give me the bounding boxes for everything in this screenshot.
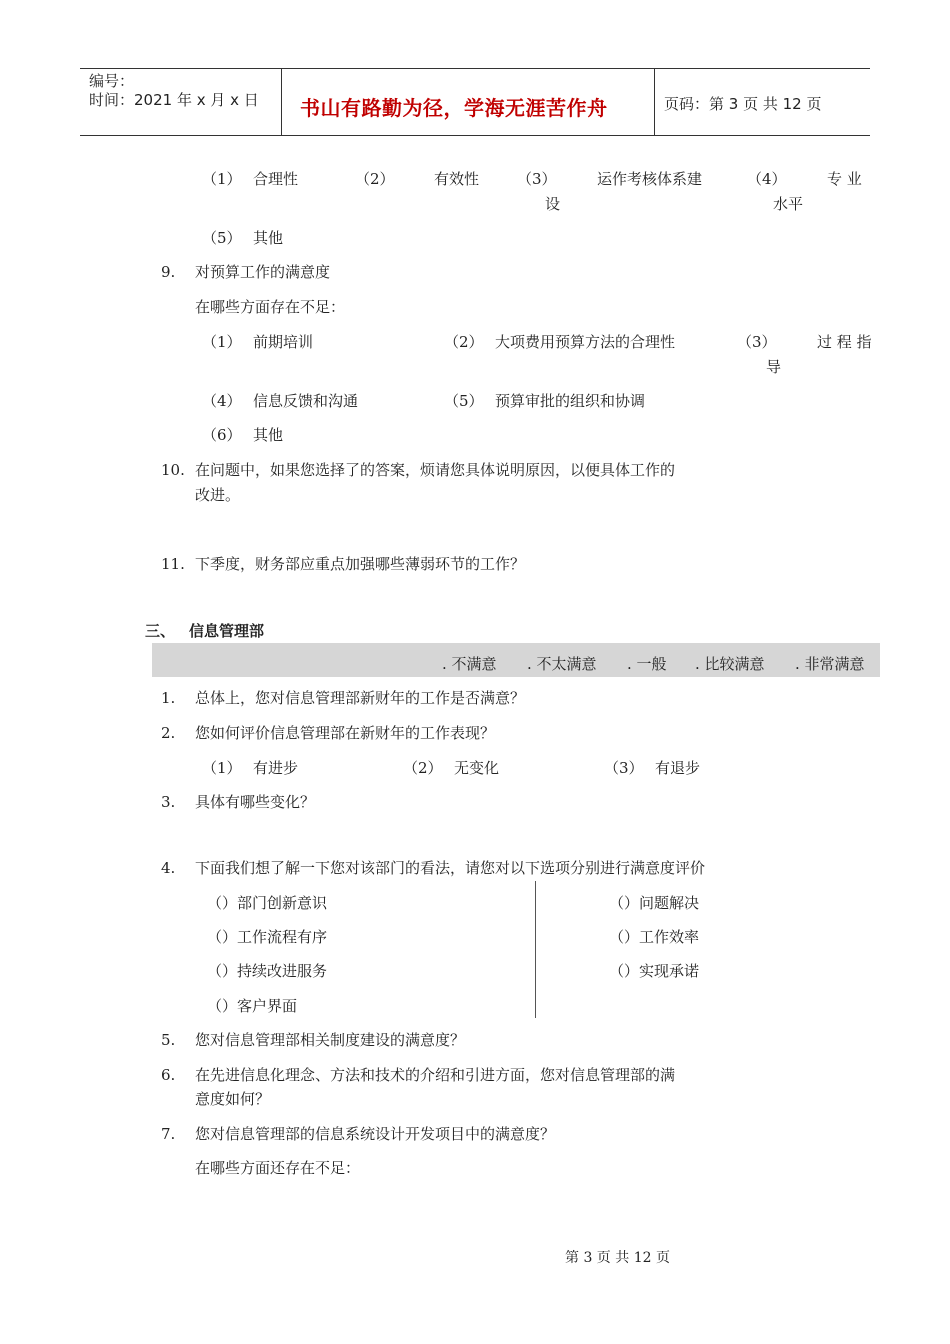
q9-option-4-number: （4） xyxy=(202,392,242,410)
q8-option-4-number: （4） xyxy=(747,170,787,188)
s3-q1-number: 1. xyxy=(161,689,176,707)
q4-right-item: （）问题解决 xyxy=(609,894,700,912)
q4-left-item: （）部门创新意识 xyxy=(207,894,328,912)
q4-left-item: （）持续改进服务 xyxy=(207,962,328,980)
q9-option-2-number: （2） xyxy=(444,333,484,351)
s3-q2-number: 2. xyxy=(161,724,176,742)
rating-option-3: . 一般 xyxy=(627,655,667,673)
header-motto: 书山有路勤为径，学海无涯苦作舟 xyxy=(300,96,608,120)
s3-q2-option-1-label: 有进步 xyxy=(253,759,299,777)
q8-option-1-label: 合理性 xyxy=(253,170,299,188)
q9-option-2-label: 大项费用预算方法的合理性 xyxy=(495,333,676,351)
q9-option-3-number: （3） xyxy=(737,333,777,351)
s3-q6-text-line1: 在先进信息化理念、方法和技术的介绍和引进方面，您对信息管理部的满 xyxy=(195,1066,676,1084)
q8-option-5-number: （5） xyxy=(202,229,242,247)
q4-column-divider xyxy=(535,881,536,1018)
q9-option-6-number: （6） xyxy=(202,426,242,444)
q9-option-6-label: 其他 xyxy=(253,426,284,444)
header-bottom-rule xyxy=(80,135,870,136)
header-divider-left xyxy=(281,68,282,136)
section-3-title: 信息管理部 xyxy=(189,622,265,640)
q4-left-item: （）工作流程有序 xyxy=(207,928,328,946)
s3-q3-text: 具体有哪些变化？ xyxy=(195,793,316,811)
rating-option-4: . 比较满意 xyxy=(695,655,765,673)
section-3-number: 三、 xyxy=(145,622,176,640)
q9-option-5-label: 预算审批的组织和协调 xyxy=(495,392,646,410)
q9-option-1-label: 前期培训 xyxy=(253,333,314,351)
rating-option-5: . 非常满意 xyxy=(795,655,865,673)
s3-q2-option-2-label: 无变化 xyxy=(454,759,500,777)
q9-text: 对预算工作的满意度 xyxy=(195,263,331,281)
q11-number: 11. xyxy=(161,555,185,573)
q8-option-3-number: （3） xyxy=(517,170,557,188)
s3-q4-number: 4. xyxy=(161,859,176,877)
s3-q2-option-3-number: （3） xyxy=(604,759,644,777)
header-number-label: 编号： xyxy=(89,72,135,90)
rating-option-1: . 不满意 xyxy=(442,655,497,673)
q9-option-3-label-line1: 过 程 指 xyxy=(817,333,872,351)
q9-subtext: 在哪些方面存在不足： xyxy=(195,298,346,316)
s3-q2-option-3-label: 有退步 xyxy=(655,759,701,777)
q8-option-3-label-line1: 运作考核体系建 xyxy=(597,170,703,188)
q9-number: 9. xyxy=(161,263,176,281)
s3-q2-text: 您如何评价信息管理部在新财年的工作表现？ xyxy=(195,724,496,742)
s3-q6-number: 6. xyxy=(161,1066,176,1084)
s3-q2-option-2-number: （2） xyxy=(403,759,443,777)
rating-scale-bar xyxy=(152,643,880,677)
header-divider-right xyxy=(654,68,655,136)
q8-option-1-number: （1） xyxy=(202,170,242,188)
q11-text: 下季度，财务部应重点加强哪些薄弱环节的工作？ xyxy=(195,555,526,573)
s3-q5-number: 5. xyxy=(161,1031,176,1049)
s3-q5-text: 您对信息管理部相关制度建设的满意度？ xyxy=(195,1031,466,1049)
q9-option-3-label-line2: 导 xyxy=(766,358,782,376)
q4-right-item: （）工作效率 xyxy=(609,928,700,946)
header-page-info: 页码：第 3 页 共 12 页 xyxy=(664,95,822,113)
page-footer: 第 3 页 共 12 页 xyxy=(565,1250,670,1266)
s3-q7-text: 您对信息管理部的信息系统设计开发项目中的满意度？ xyxy=(195,1125,556,1143)
header-top-rule xyxy=(80,68,870,69)
rating-option-2: . 不太满意 xyxy=(527,655,597,673)
q9-option-5-number: （5） xyxy=(444,392,484,410)
q8-option-5-label: 其他 xyxy=(253,229,284,247)
q10-number: 10. xyxy=(161,461,185,479)
q8-option-4-label-line2: 水平 xyxy=(773,195,804,213)
q8-option-3-label-line2: 设 xyxy=(545,195,561,213)
q4-left-item: （）客户界面 xyxy=(207,997,298,1015)
q9-option-4-label: 信息反馈和沟通 xyxy=(253,392,359,410)
q8-option-2-label: 有效性 xyxy=(434,170,480,188)
q10-text-line1: 在问题中，如果您选择了的答案，烦请您具体说明原因，以便具体工作的 xyxy=(195,461,676,479)
q10-text-line2: 改进。 xyxy=(195,486,241,504)
s3-q4-text: 下面我们想了解一下您对该部门的看法，请您对以下选项分别进行满意度评价 xyxy=(195,859,706,877)
q4-right-item: （）实现承诺 xyxy=(609,962,700,980)
s3-q3-number: 3. xyxy=(161,793,176,811)
q9-option-1-number: （1） xyxy=(202,333,242,351)
s3-q7-number: 7. xyxy=(161,1125,176,1143)
s3-q6-text-line2: 意度如何？ xyxy=(195,1090,271,1108)
header-time-label: 时间：2021 年 x 月 x 日 xyxy=(89,91,259,109)
s3-q2-option-1-number: （1） xyxy=(202,759,242,777)
s3-q1-text: 总体上，您对信息管理部新财年的工作是否满意？ xyxy=(195,689,526,707)
s3-q7-subtext: 在哪些方面还存在不足： xyxy=(195,1159,361,1177)
q8-option-2-number: （2） xyxy=(355,170,395,188)
q8-option-4-label-line1: 专 业 xyxy=(827,170,862,188)
